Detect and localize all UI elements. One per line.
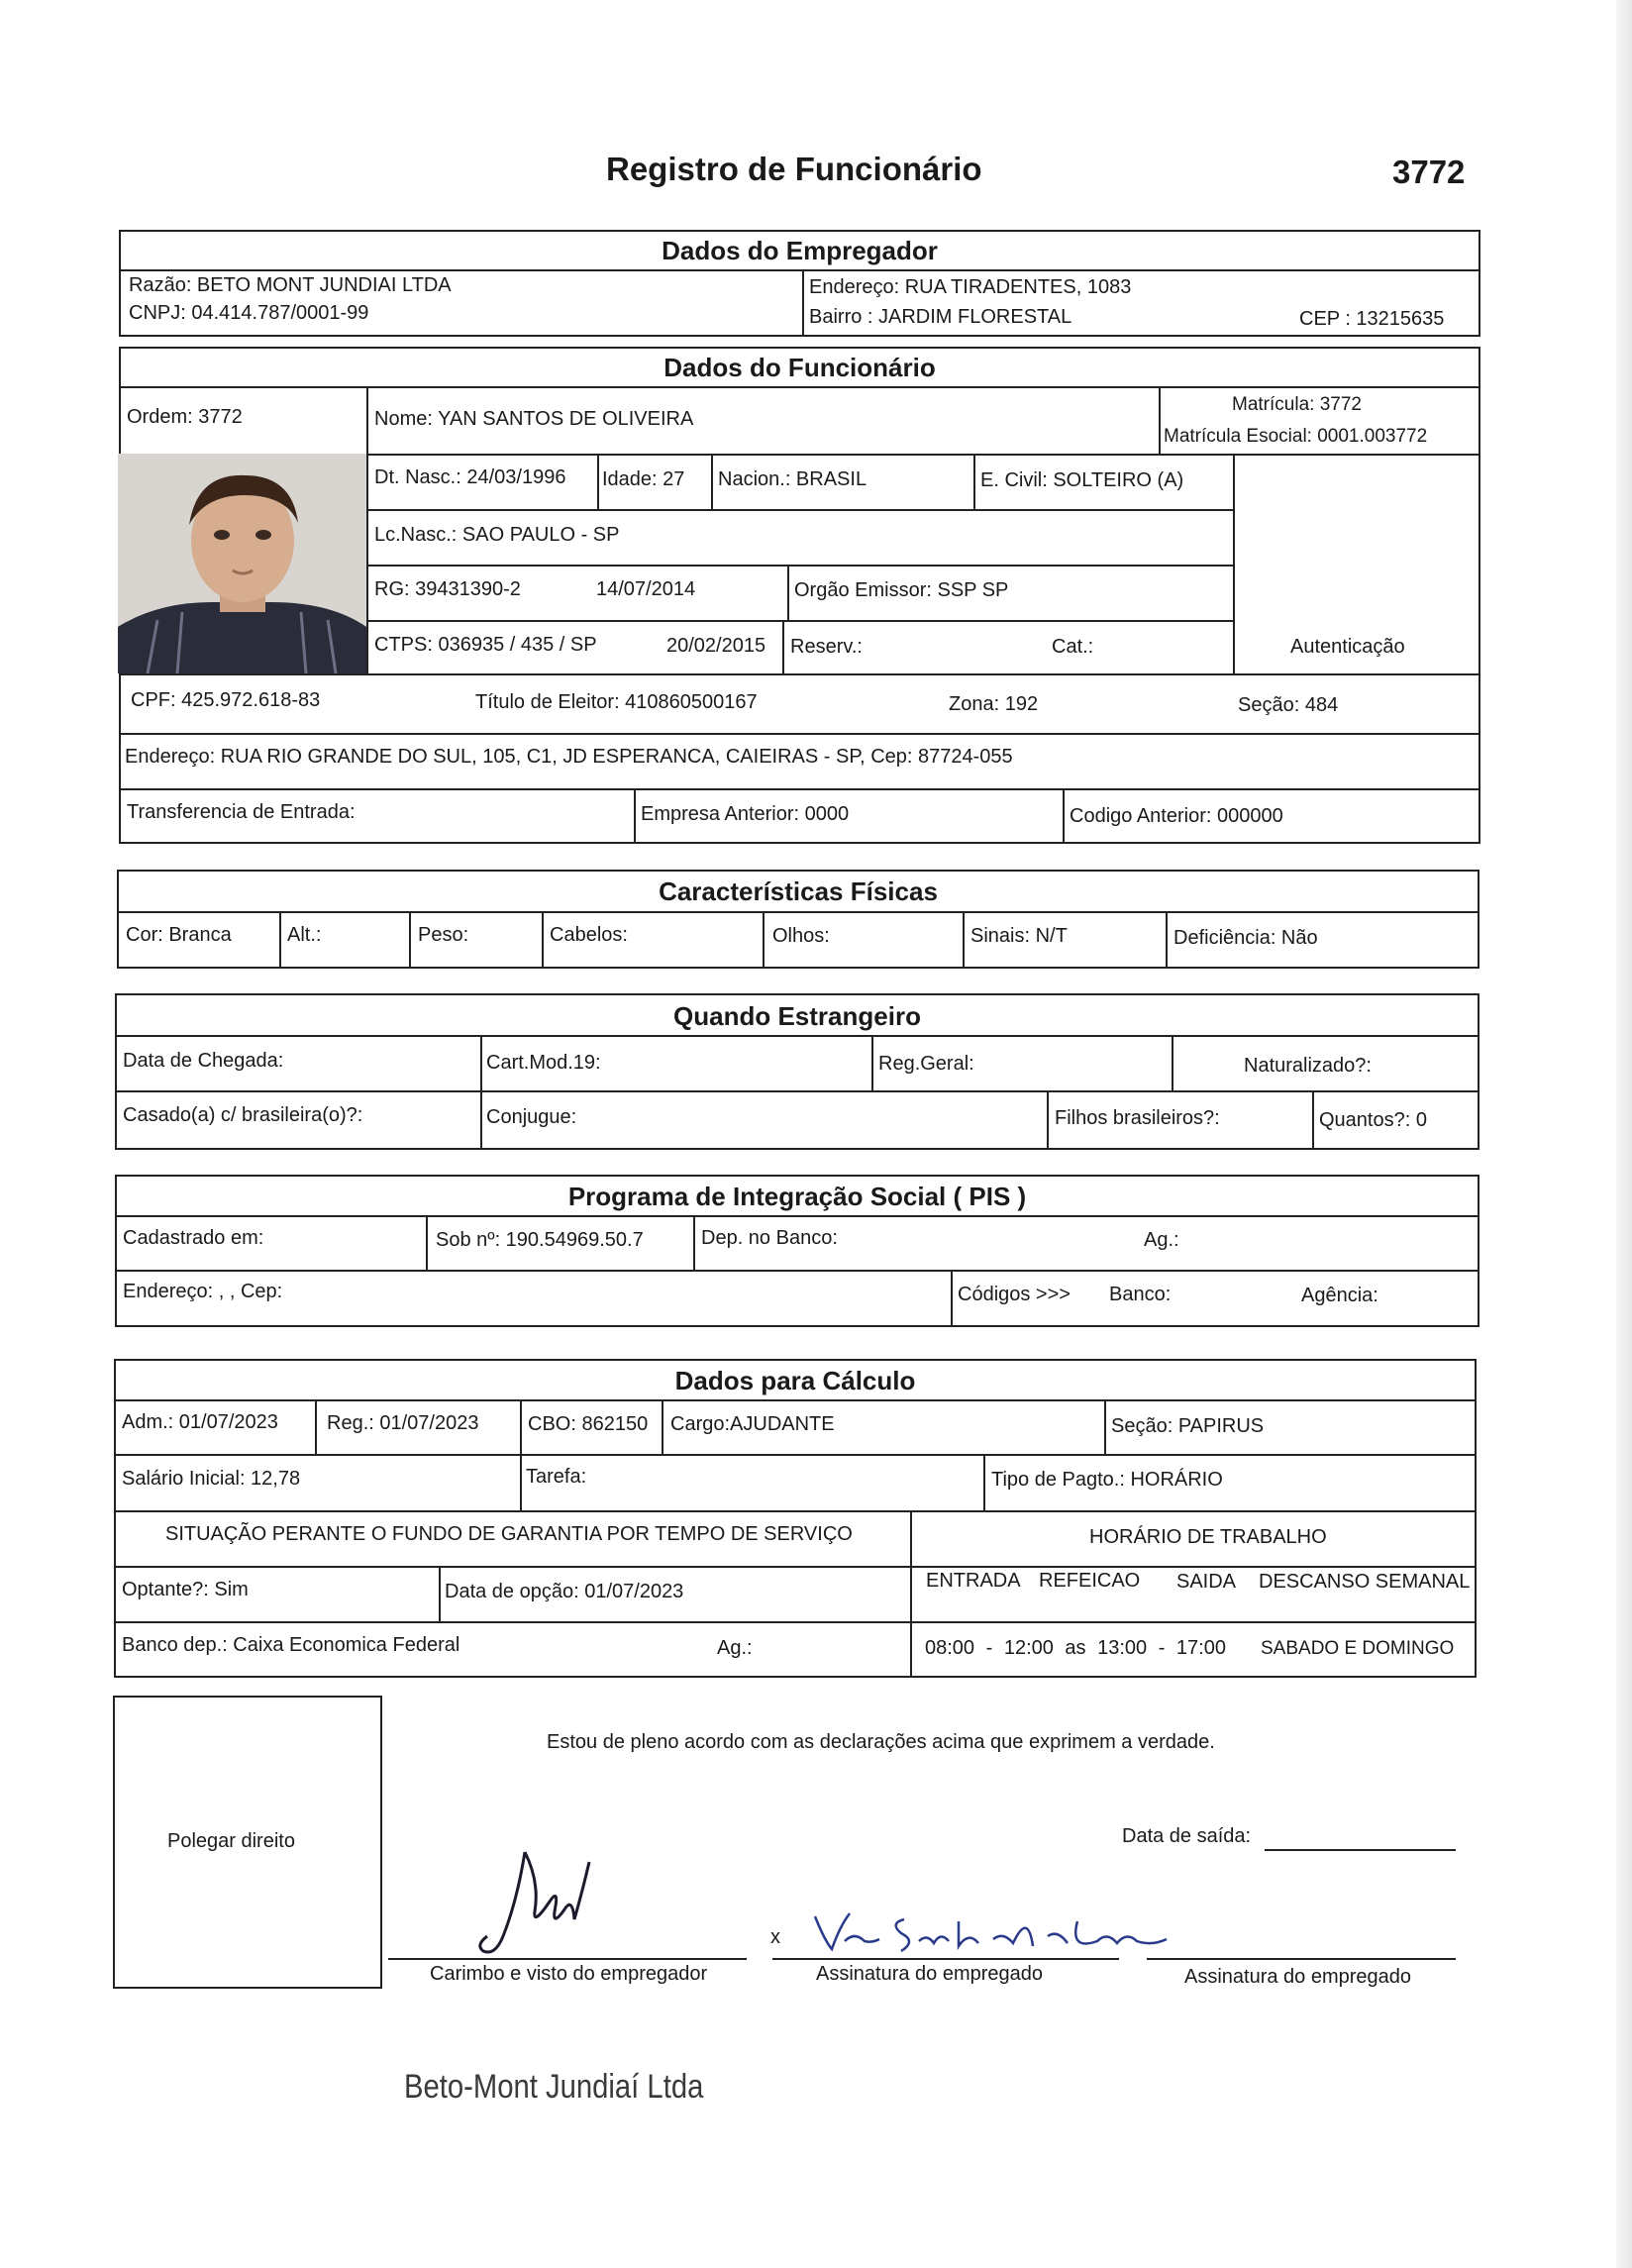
employee-signature-label-2: Assinatura do empregado	[1184, 1966, 1412, 1988]
employee-nacion: Nacion.: BRASIL	[718, 468, 867, 490]
employee-signature-line-2	[1147, 1958, 1456, 1960]
physical-peso: Peso:	[418, 924, 469, 946]
pis-banco: Banco:	[1109, 1284, 1172, 1305]
employee-photo	[118, 454, 366, 673]
employee-matricula-esocial: Matrícula Esocial: 0001.003772	[1164, 426, 1428, 447]
employee-reserv: Reserv.:	[790, 636, 863, 658]
foreigner-naturalizado: Naturalizado?:	[1244, 1055, 1372, 1077]
document-title: Registro de Funcionário	[606, 151, 982, 187]
employee-cat: Cat.:	[1052, 636, 1094, 658]
employee-dt-nasc: Dt. Nasc.: 24/03/1996	[374, 466, 566, 488]
employee-zona: Zona: 192	[949, 693, 1039, 715]
physical-sinais: Sinais: N/T	[970, 925, 1068, 947]
employee-idade: Idade: 27	[602, 468, 685, 490]
calc-cbo: CBO: 862150	[528, 1413, 649, 1435]
declaration-text: Estou de pleno acordo com as declarações acima que exprimem a verdade.	[547, 1731, 1215, 1753]
employee-ctps: CTPS: 036935 / 435 / SP	[374, 634, 597, 656]
employee-endereco: Endereço: RUA RIO GRANDE DO SUL, 105, C1, JD ESPERANCA, CAIEIRAS - SP, Cep: 87724-055	[125, 746, 1013, 768]
employee-empresa-anterior: Empresa Anterior: 0000	[641, 803, 850, 825]
calc-ag: Ag.:	[717, 1637, 753, 1659]
exit-date-label: Data de saída:	[1122, 1825, 1252, 1847]
calc-entrada: ENTRADA	[926, 1570, 1021, 1592]
pis-sob-numero: Sob nº: 190.54969.50.7	[436, 1229, 644, 1251]
person-photo-icon	[118, 454, 366, 673]
foreigner-cart: Cart.Mod.19:	[486, 1052, 601, 1074]
employee-cpf: CPF: 425.972.618-83	[131, 689, 321, 711]
calc-optante: Optante?: Sim	[122, 1579, 249, 1600]
calc-section	[114, 1359, 1477, 1678]
calc-horario-header: HORÁRIO DE TRABALHO	[1089, 1526, 1327, 1548]
employer-razao: Razão: BETO MONT JUNDIAI LTDA	[129, 274, 452, 296]
calc-secao: Seção: PAPIRUS	[1111, 1415, 1265, 1437]
calc-data-opcao: Data de opção: 01/07/2023	[445, 1581, 684, 1602]
pis-ag: Ag.:	[1144, 1229, 1179, 1251]
foreigner-header: Quando Estrangeiro	[673, 1001, 921, 1031]
calc-saida: SAIDA	[1176, 1571, 1237, 1593]
thumbprint-label: Polegar direito	[167, 1830, 295, 1852]
employee-signature-icon	[810, 1902, 1186, 1961]
foreigner-casado: Casado(a) c/ brasileira(o)?:	[123, 1104, 363, 1126]
scan-edge	[1616, 0, 1632, 2268]
pis-agencia: Agência:	[1301, 1285, 1378, 1306]
employer-bairro: Bairro : JARDIM FLORESTAL	[809, 306, 1072, 328]
physical-header: Características Físicas	[659, 876, 938, 906]
employee-codigo-anterior: Codigo Anterior: 000000	[1070, 805, 1283, 827]
physical-alt: Alt.:	[287, 924, 322, 946]
pis-codigos: Códigos >>>	[958, 1284, 1071, 1305]
calc-fgts-situacao: SITUAÇÃO PERANTE O FUNDO DE GARANTIA POR TEMPO DE SERVIÇO	[165, 1523, 853, 1545]
employee-signature-label-1: Assinatura do empregado	[816, 1963, 1044, 1985]
calc-adm: Adm.: 01/07/2023	[122, 1411, 278, 1433]
employee-rg-data: 14/07/2014	[596, 578, 696, 600]
foreigner-conjugue: Conjugue:	[486, 1106, 577, 1128]
physical-deficiencia: Deficiência: Não	[1173, 927, 1318, 949]
employee-ecivil: E. Civil: SOLTEIRO (A)	[980, 469, 1184, 491]
company-stamp: Beto-Mont Jundiaí Ltda	[404, 2068, 704, 2106]
pis-dep-banco: Dep. no Banco:	[701, 1227, 838, 1249]
calc-refeicao: REFEICAO	[1039, 1570, 1141, 1592]
employer-header: Dados do Empregador	[662, 236, 938, 265]
employee-matricula: Matrícula: 3772	[1232, 394, 1362, 415]
foreigner-chegada: Data de Chegada:	[123, 1050, 284, 1072]
calc-salario: Salário Inicial: 12,78	[122, 1468, 301, 1490]
calc-cargo: Cargo:AJUDANTE	[670, 1413, 835, 1435]
foreigner-reg-geral: Reg.Geral:	[878, 1053, 974, 1075]
pis-header: Programa de Integração Social ( PIS )	[567, 1182, 1027, 1211]
employee-ordem: Ordem: 3772	[127, 406, 243, 428]
exit-date-line	[1265, 1849, 1456, 1851]
physical-olhos: Olhos:	[772, 925, 830, 947]
calc-reg: Reg.: 01/07/2023	[327, 1412, 479, 1434]
calc-header: Dados para Cálculo	[674, 1366, 916, 1395]
pis-cadastrado: Cadastrado em:	[123, 1227, 264, 1249]
employer-address: Endereço: RUA TIRADENTES, 1083	[809, 276, 1132, 298]
employer-cnpj: CNPJ: 04.414.787/0001-99	[129, 302, 369, 324]
employer-cep: CEP : 13215635	[1299, 308, 1445, 330]
calc-tarefa: Tarefa:	[526, 1466, 587, 1488]
employee-signature-x: x	[770, 1926, 780, 1948]
employee-lc-nasc: Lc.Nasc.: SAO PAULO - SP	[374, 524, 620, 546]
employee-nome: Nome: YAN SANTOS DE OLIVEIRA	[374, 408, 694, 430]
employee-secao: Seção: 484	[1238, 694, 1339, 716]
employer-signature-line	[388, 1958, 747, 1960]
employee-orgao-emissor: Orgão Emissor: SSP SP	[794, 579, 1009, 601]
employee-rg: RG: 39431390-2	[374, 578, 521, 600]
employee-ctps-data: 20/02/2015	[666, 635, 766, 657]
employee-signature-line-1	[772, 1958, 1119, 1960]
calc-horario: 08:00 - 12:00 as 13:00 - 17:00	[925, 1637, 1226, 1659]
document-number: 3772	[1392, 154, 1466, 190]
physical-cor: Cor: Branca	[126, 924, 232, 946]
foreigner-filhos: Filhos brasileiros?:	[1055, 1107, 1220, 1129]
calc-banco-dep: Banco dep.: Caixa Economica Federal	[122, 1634, 460, 1656]
physical-cabelos: Cabelos:	[550, 924, 628, 946]
employee-titulo-eleitor: Título de Eleitor: 410860500167	[475, 691, 758, 713]
calc-dias-descanso: SABADO E DOMINGO	[1261, 1638, 1455, 1659]
employee-header: Dados do Funcionário	[663, 353, 936, 382]
employee-transferencia: Transferencia de Entrada:	[127, 801, 356, 823]
calc-tipo-pagto: Tipo de Pagto.: HORÁRIO	[991, 1469, 1223, 1491]
calc-descanso: DESCANSO SEMANAL	[1259, 1571, 1471, 1593]
employer-signature-label: Carimbo e visto do empregador	[430, 1963, 708, 1985]
foreigner-quantos: Quantos?: 0	[1319, 1109, 1427, 1131]
pis-endereco: Endereço: , , Cep:	[123, 1281, 283, 1302]
employee-autenticacao: Autenticação	[1290, 636, 1405, 658]
employer-signature-icon	[465, 1842, 614, 1971]
